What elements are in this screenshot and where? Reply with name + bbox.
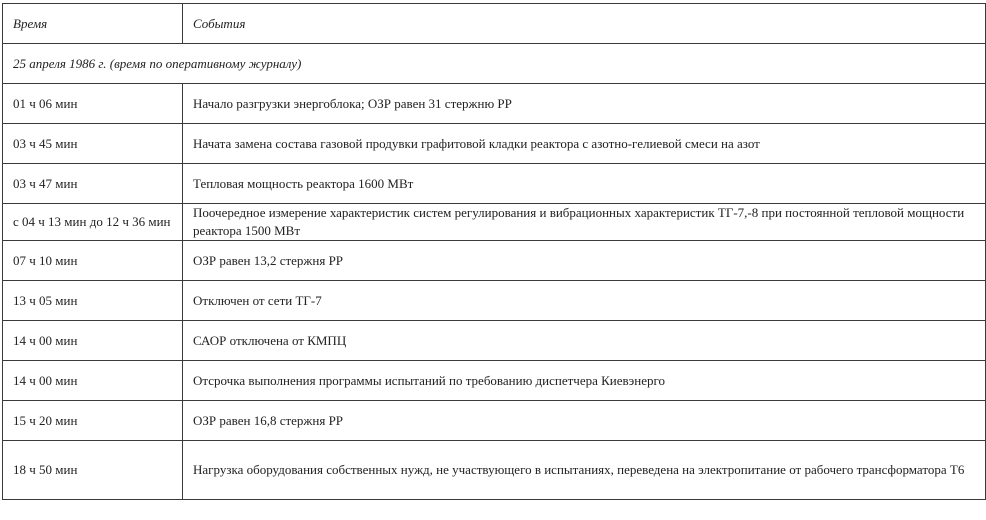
time-cell: 01 ч 06 мин xyxy=(3,84,183,124)
time-cell: 14 ч 00 мин xyxy=(3,361,183,401)
date-heading: 25 апреля 1986 г. (время по оперативному журналу) xyxy=(3,44,986,84)
table-row xyxy=(3,84,986,124)
event-cell: Отключен от сети ТГ-7 xyxy=(183,281,986,321)
event-cell: ОЗР равен 16,8 стержня РР xyxy=(183,401,986,441)
table-row xyxy=(3,281,986,321)
time-cell: с 04 ч 13 мин до 12 ч 36 мин xyxy=(3,204,183,241)
header-row xyxy=(3,4,986,44)
event-cell: Начало разгрузки энергоблока; ОЗР равен 31 стержню РР xyxy=(183,84,986,124)
event-cell: Поочередное измерение характеристик систем регулирования и вибрационных характеристик ТГ-7,-8 при постоянной тепловой мощности реактора 1500 МВт xyxy=(183,204,986,241)
table-row xyxy=(3,124,986,164)
table-row xyxy=(3,361,986,401)
time-cell: 03 ч 45 мин xyxy=(3,124,183,164)
date-heading-row xyxy=(3,44,986,84)
event-cell: САОР отключена от КМПЦ xyxy=(183,321,986,361)
time-cell: 03 ч 47 мин xyxy=(3,164,183,204)
header-time: Время xyxy=(3,4,183,44)
time-cell: 07 ч 10 мин xyxy=(3,241,183,281)
event-cell: Тепловая мощность реактора 1600 МВт xyxy=(183,164,986,204)
event-cell: Отсрочка выполнения программы испытаний по требованию диспетчера Киевэнерго xyxy=(183,361,986,401)
events-table xyxy=(2,3,986,500)
event-cell: Нагрузка оборудования собственных нужд, не участвующего в испытаниях, переведена на электропитание от рабочего трансформатора Т6 xyxy=(183,441,986,500)
event-cell: Начата замена состава газовой продувки графитовой кладки реактора с азотно-гелиевой смеси на азот xyxy=(183,124,986,164)
table-row xyxy=(3,204,986,241)
table-row xyxy=(3,401,986,441)
time-cell: 18 ч 50 мин xyxy=(3,441,183,500)
table-row xyxy=(3,241,986,281)
time-cell: 15 ч 20 мин xyxy=(3,401,183,441)
table-row xyxy=(3,321,986,361)
time-cell: 14 ч 00 мин xyxy=(3,321,183,361)
header-event: События xyxy=(183,4,986,44)
table-row xyxy=(3,441,986,500)
table-row xyxy=(3,164,986,204)
time-cell: 13 ч 05 мин xyxy=(3,281,183,321)
event-cell: ОЗР равен 13,2 стержня РР xyxy=(183,241,986,281)
